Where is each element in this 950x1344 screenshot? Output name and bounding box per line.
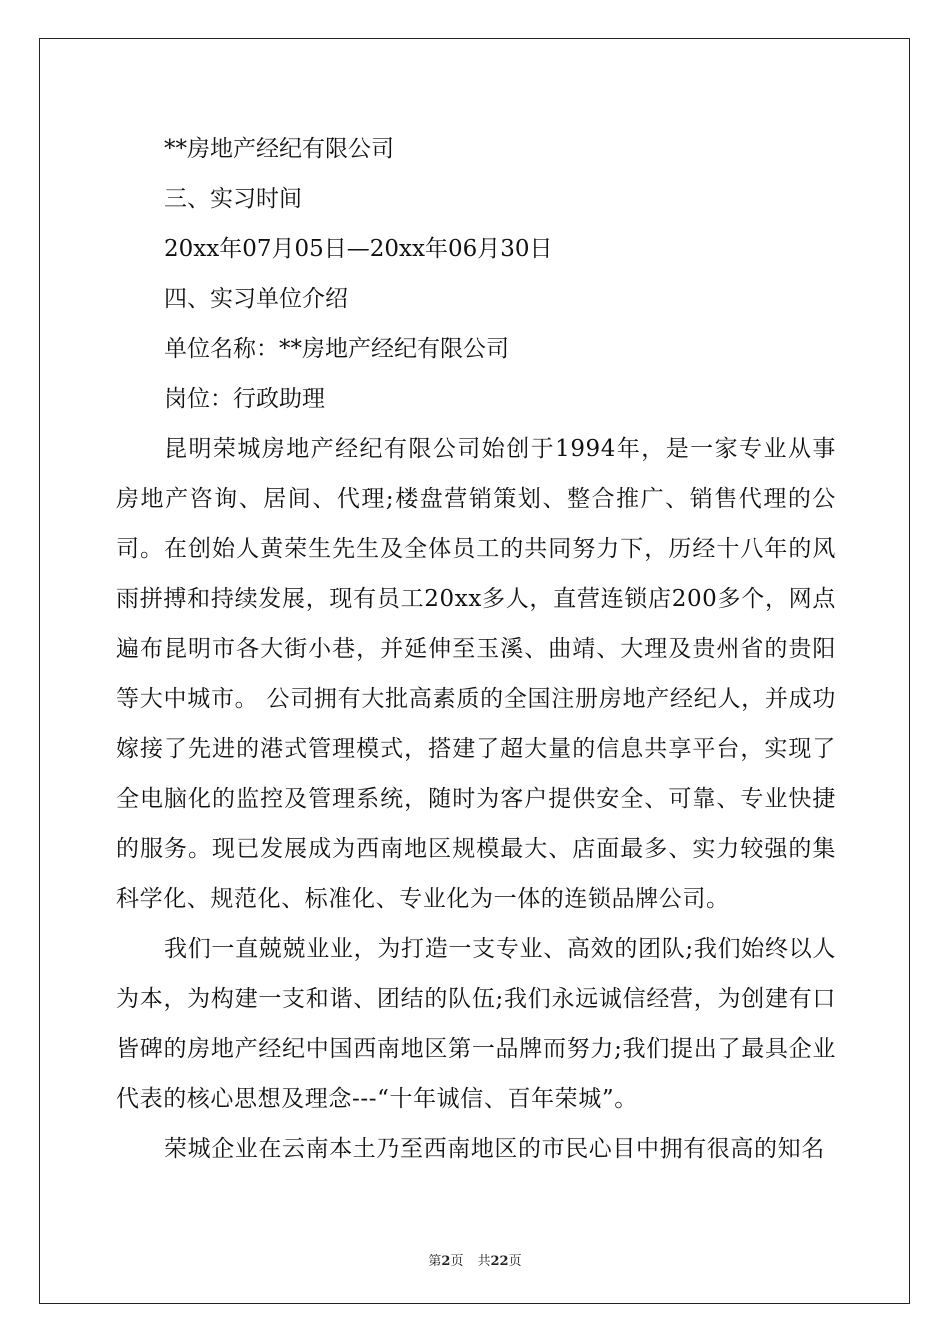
section-heading-company-intro: 四、实习单位介绍 <box>164 286 348 312</box>
page-footer <box>0 1250 950 1269</box>
paragraph-company-values: 我们一直兢兢业业，为打造一支专业、高效的团队;我们始终以人为本，为构建一支和谐、团结的队伍;我们永远诚信经营，为创建有口皆碑的房地产经纪中国西南地区第一品牌而努力;我们提出了最具企业代表的核心思想及理念---“十年诚信、百年荣城”。 <box>116 936 836 1112</box>
total-suffix: 页 <box>508 1254 522 1269</box>
company-name-line: **房地产经纪有限公司 <box>164 136 394 162</box>
total-prefix: 共 <box>477 1254 491 1269</box>
footer-prefix: 第 <box>428 1254 442 1269</box>
company-name-field: 单位名称：**房地产经纪有限公司 <box>164 336 509 362</box>
section-heading-internship-time: 三、实习时间 <box>164 186 302 212</box>
paragraph-reputation: 荣城企业在云南本土乃至西南地区的市民心目中拥有很高的知名 <box>164 1136 825 1162</box>
page-suffix: 页 <box>450 1254 464 1269</box>
document-body <box>116 124 836 1174</box>
total-pages: 22 <box>490 1254 509 1269</box>
position-field: 岗位：行政助理 <box>164 386 325 412</box>
page-number: 2 <box>441 1254 451 1269</box>
internship-dates: 20xx年07月05日—20xx年06月30日 <box>164 236 553 262</box>
paragraph-company-history: 昆明荣城房地产经纪有限公司始创于1994年，是一家专业从事房地产咨询、居间、代理;楼盘营销策划、整合推广、销售代理的公司。在创始人黄荣生先生及全体员工的共同努力下，历经十八年的风雨拼搏和持续发展，现有员工20xx多人，直营连锁店200多个，网点遍布昆明市各大街小巷，并延伸至玉溪、曲靖、大理及贵州省的贵阳等大中城市。 公司拥有大批高素质的全国注册房地产经纪人，并成功嫁接了先进的港式管理模式，搭建了超大量的信息共享平台，实现了全电脑化的监控及管理系统，随时为客户提供安全、可靠、专业快捷的服务。现已发展成为西南地区规模最大、店面最多、实力较强的集科学化、规范化、标准化、专业化为一体的连锁品牌公司。 <box>116 436 836 912</box>
